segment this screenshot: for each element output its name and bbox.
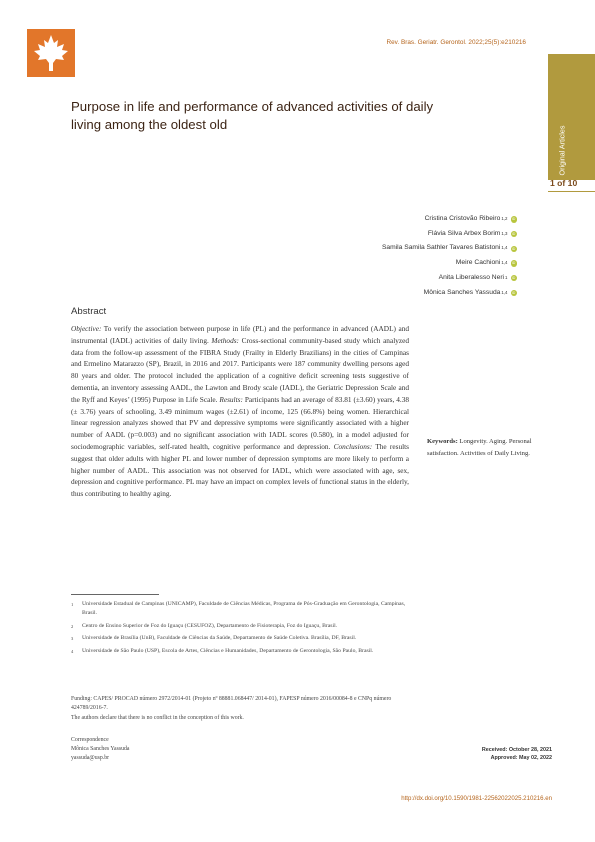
author: Samila Samila Sathler Tavares Batistoni 1,4 iD	[381, 244, 516, 252]
affiliation: 1 Universidade Estadual de Campinas (UNICAMP), Faculdade de Ciências Médicas, Programa de Pós-Graduação em Gerontologia, Campinas, Brasil.	[71, 601, 406, 617]
author: Mônica Sanches Yassuda 1,4 iD	[423, 288, 516, 296]
orcid-icon[interactable]: iD	[512, 246, 516, 251]
author: Flávia Silva Arbex Borim 1,3 iD	[427, 229, 516, 237]
affiliations	[71, 600, 409, 659]
affiliation: 2 Centro de Ensino Superior de Foz do Iguaçu (CESUFOZ), Departamento de Fisioterapia, Foz do Iguaçu, Brasil.	[71, 622, 338, 629]
journal-reference: Rev. Bras. Geriatr. Gerontol. 2022;25(5):e210216	[386, 39, 526, 46]
article-title: Purpose in life and performance of advanced activities of daily living among the oldest old	[71, 99, 434, 132]
author-list	[382, 212, 517, 300]
orcid-icon[interactable]: iD	[512, 275, 516, 280]
doi-link[interactable]: http://dx.doi.org/10.1590/1981-22562022025.210216.en	[401, 795, 552, 802]
abstract-body: Objective: To verify the association between purpose in life (PL) and the performance in advanced (AADL) and instrumental (IADL) activities of daily living. Methods: Cross-sectional community-based study which analyzed data from the follow-up assessment of the FIBRA Study (Frailty in Elderly Brazilians) in the cities of Campinas and Ermelino Matarazzo (SP), Brazil, in 2016 and 2017. Participants were 187 community dwelling persons aged 80 years and older. The protocol included the application of a cognitive deficit screening tests suggestive of dementia, an inventory assessing AADL, the Lawton and Brody scale (IADL), the Geriatric Depression Scale and the Ryff and Keyes’ (1995) Purpose in Life Scale. Results: Participants had an average of 83.81 (±3.60) years, 4.38 (± 3.76) years of schooling, 3.49 minimum wages (±2.61) of income, 125 (66.8%) being women. Hierarchical linear regression analyzes showed that PV and depressive symptoms were significantly associated with a higher number of AADL (p=0.003) and no significant association with IADL scores (0.580), in a model adjusted for sociodemographic variables, self-rated health, cognitive performance and depression. Conclusions: The results suggest that older adults with higher PL and lower number of depression symptoms are more likely to perform a higher number of AADL. This association was not observed for IADL, which were associated with age, sex, depression and cognitive performance. PL may have an impact on complex levels of functional status in the elderly, thus contributing to healthy aging.	[71, 324, 409, 499]
funding-note: Funding: CAPES/ PROCAD número 2972/2014-01 (Projeto nº 88881.068447/ 2014-01), FAPESP número 2016/00084-8 e CNPq número 424789/2016-7. The authors declare that there is no conflict in the conception of this work.	[71, 695, 409, 723]
orcid-icon[interactable]: iD	[512, 290, 516, 295]
orcid-icon[interactable]: iD	[512, 217, 516, 222]
page-count: 1 of 10	[550, 178, 578, 188]
correspondence: Correspondence Mônica Sanches Yassuda yassuda@usp.br	[71, 736, 271, 762]
affiliation: 4 Universidade de São Paulo (USP), Escola de Artes, Ciências e Humanidades, Departamento de Gerontologia, São Paulo, Brasil.	[71, 647, 374, 654]
abstract-heading: Abstract	[71, 306, 107, 317]
received-date: Received: October 28, 2021	[481, 747, 552, 753]
keywords: Keywords: Longevity. Aging. Personal satisfaction. Activities of Daily Living.	[427, 438, 532, 457]
journal-logo	[27, 29, 75, 77]
article-type-label: Original Articles	[557, 125, 567, 175]
email-link[interactable]: yassuda@usp.br	[71, 754, 110, 761]
approved-date: Approved: May 02, 2022	[490, 755, 552, 762]
author: Anita Liberalesso Neri 1 iD	[438, 273, 516, 281]
author: Cristina Cristovão Ribeiro 1,2 iD	[424, 215, 516, 222]
orcid-icon[interactable]: iD	[512, 261, 516, 266]
footnote-divider	[71, 594, 159, 595]
article-dates	[482, 746, 552, 763]
divider	[548, 191, 595, 192]
author: Meire Cachioni 1,4 iD	[455, 259, 516, 267]
maple-leaf-icon	[27, 29, 75, 77]
affiliation: 3 Universidade de Brasília (UnB), Faculdade de Ciências da Saúde, Departamento de Saúde Coletiva. Brasília, DF, Brasil.	[71, 635, 357, 642]
conflict-statement: The authors declare that there is no conflict in the conception of this work.	[71, 714, 244, 721]
orcid-icon[interactable]: iD	[512, 231, 516, 236]
